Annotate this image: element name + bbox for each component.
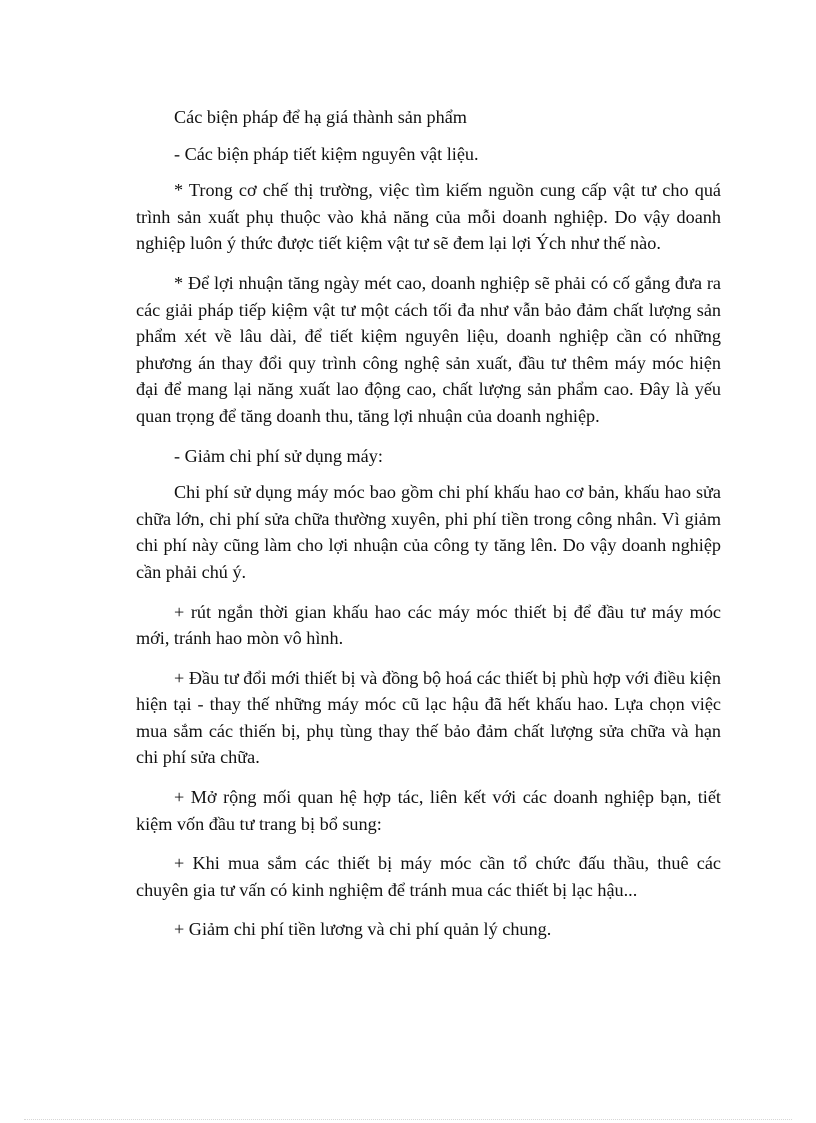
list-item-cooperation: + Mở rộng mối quan hệ hợp tác, liên kết với các doanh nghiệp bạn, tiết kiệm vốn đầu tư trang bị bổ sung: <box>136 787 721 834</box>
page-bottom-divider <box>24 1119 792 1120</box>
paragraph-profit-growth: * Để lợi nhuận tăng ngày mét cao, doanh nghiệp sẽ phải có cố gắng đưa ra các giải pháp tiếp kiệm vật tư một cách tối đa như vẫn bảo đảm chất lượng sản phẩm xét về lâu dài, để tiết kiệm nguyên liệu, doanh nghiệp cần có những phương án thay đổi quy trình công nghệ sản xuất, đầu tư thêm máy móc hiện đại để mang lại năng xuất lao động cao, chất lượng sản phẩm cao. Đây là yếu quan trọng để tăng doanh thu, tăng lợi nhuận của doanh nghiệp. <box>136 272 721 426</box>
subsection-heading-materials: - Các biện pháp tiết kiệm nguyên vật liệu. <box>174 143 479 164</box>
list-item-bidding: + Khi mua sắm các thiết bị máy móc cần tổ chức đấu thầu, thuê các chuyên gia tư vấn có kinh nghiệm để tránh mua các thiết bị lạc hậu... <box>136 853 721 900</box>
document-body <box>136 104 721 956</box>
subsection-heading-machine-costs: - Giảm chi phí sử dụng máy: <box>174 445 383 466</box>
list-item-equipment-renewal: + Đầu tư đổi mới thiết bị và đồng bộ hoá các thiết bị phù hợp với điều kiện hiện tại - thay thế những máy móc cũ lạc hậu đã hết khấu hao. Lựa chọn việc mua sắm các thiến bị, phụ tùng thay thế bảo đảm chất lượng sửa chữa và hạn chi phí sửa chữa. <box>136 667 721 768</box>
list-item-salary-costs: + Giảm chi phí tiền lương và chi phí quản lý chung. <box>174 919 552 940</box>
section-heading: Các biện pháp để hạ giá thành sản phẩm <box>174 107 467 127</box>
list-item-depreciation: + rút ngắn thời gian khấu hao các máy móc thiết bị để đầu tư máy móc mới, tránh hao mòn vô hình. <box>136 601 721 649</box>
paragraph-machine-costs: Chi phí sử dụng máy móc bao gồm chi phí khấu hao cơ bản, khấu hao sửa chữa lớn, chi phí sửa chữa thường xuyên, phi phí tiền trong công nhân. Vì giảm chi phí này cũng làm cho lợi nhuận của công ty tăng lên. Do vậy doanh nghiệp cần phải chú ý. <box>136 482 721 582</box>
paragraph-market-supply: * Trong cơ chế thị trường, việc tìm kiếm nguồn cung cấp vật tư cho quá trình sản xuất phụ thuộc vào khả năng của mỗi doanh nghiệp. Do vậy doanh nghiệp luôn ý thức được tiết kiệm vật tư sẽ đem lại lợi Ých như thế nào. <box>136 180 721 254</box>
